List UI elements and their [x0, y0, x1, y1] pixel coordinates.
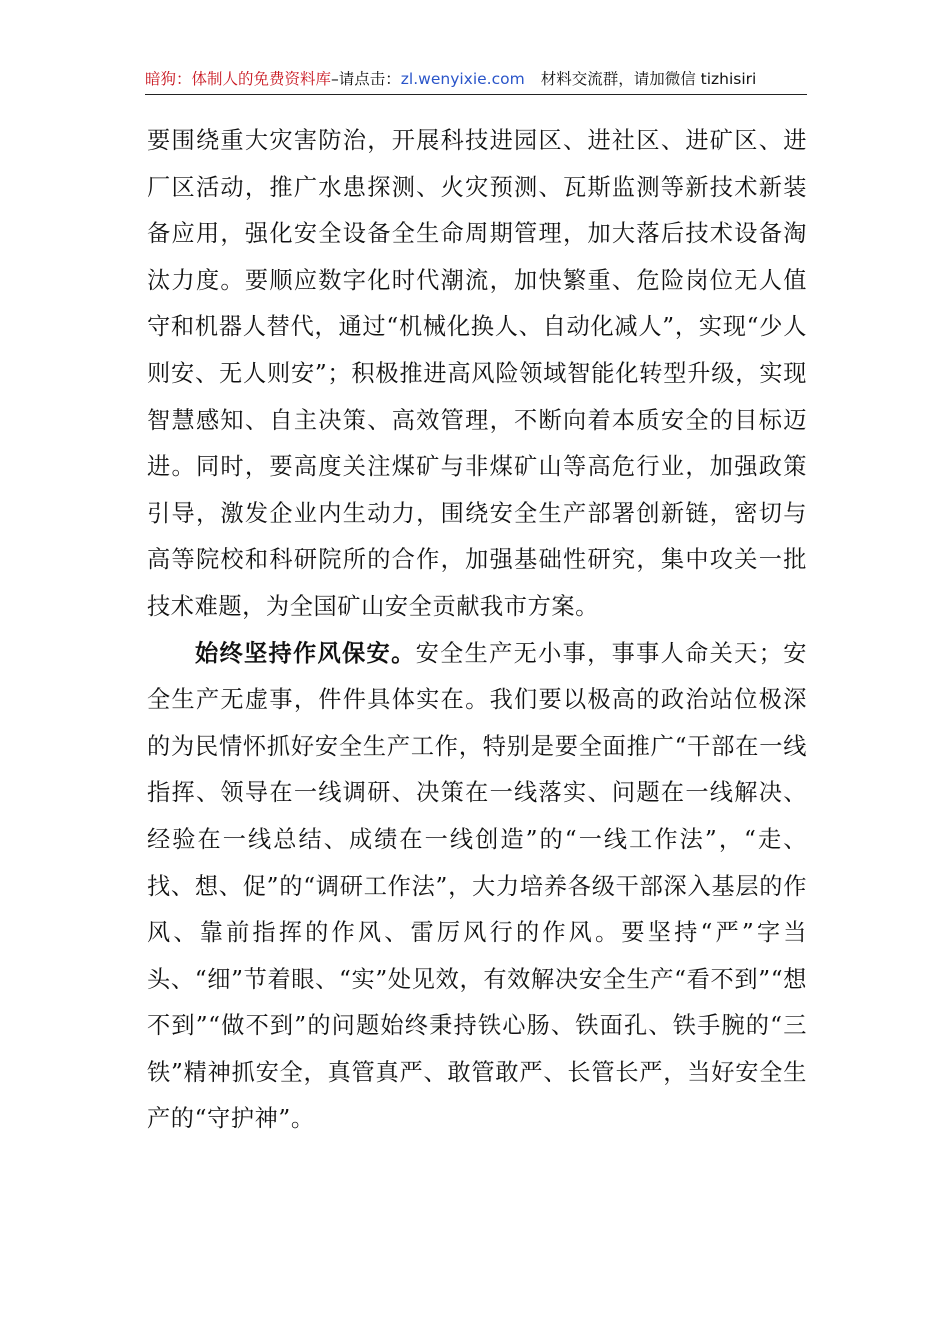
paragraph-style-safety	[147, 631, 807, 1144]
paragraph-continuation	[147, 118, 807, 631]
paragraph-text: 要围绕重大灾害防治，开展科技进园区、进社区、进矿区、进厂区活动，推广水患探测、火灾预测、瓦斯监测等新技术新装备应用，强化安全设备全生命周期管理，加大落后技术设备淘汰力度。要顺应数字化时代潮流，加快繁重、危险岗位无人值守和机器人替代，通过“机械化换人、自动化减人”，实现“少人则安、无人则安”；积极推进高风险领域智能化转型升级，实现智慧感知、自主决策、高效管理，不断向着本质安全的目标迈进。同时，要高度关注煤矿与非煤矿山等高危行业，加强政策引导，激发企业内生动力，围绕安全生产部署创新链，密切与高等院校和科研院所的合作，加强基础性研究，集中攻关一批技术难题，为全国矿山安全贡献我市方案。	[147, 127, 807, 620]
header-brand: 暗狗：体制人的免费资料库	[145, 70, 332, 88]
header-site-link[interactable]: zl.wenyixie.com	[400, 70, 525, 88]
header-contact: 材料交流群，请加微信 tizhisiri	[540, 70, 757, 88]
document-body	[147, 118, 807, 1143]
paragraph-lead-heading: 始终坚持作风保安。	[195, 639, 416, 667]
paragraph-text: 安全生产无小事，事事人命关天；安全生产无虚事，件件具体实在。我们要以极高的政治站位极深的为民情怀抓好安全生产工作，特别是要全面推广“干部在一线指挥、领导在一线调研、决策在一线落实、问题在一线解决、经验在一线总结、成绩在一线创造”的“一线工作法”，“走、找、想、促”的“调研工作法”，大力培养各级干部深入基层的作风、靠前指挥的作风、雷厉风行的作风。要坚持“严”字当头、“细”节着眼、“实”处见效，有效解决安全生产“看不到”“想不到”“做不到”的问题始终秉持铁心肠、铁面孔、铁手腕的“三铁”精神抓安全，真管真严、敢管敢严、长管长严，当好安全生产的“守护神”。	[147, 639, 807, 1133]
page-header	[145, 68, 807, 95]
header-click-prompt: –请点击：	[331, 70, 401, 88]
